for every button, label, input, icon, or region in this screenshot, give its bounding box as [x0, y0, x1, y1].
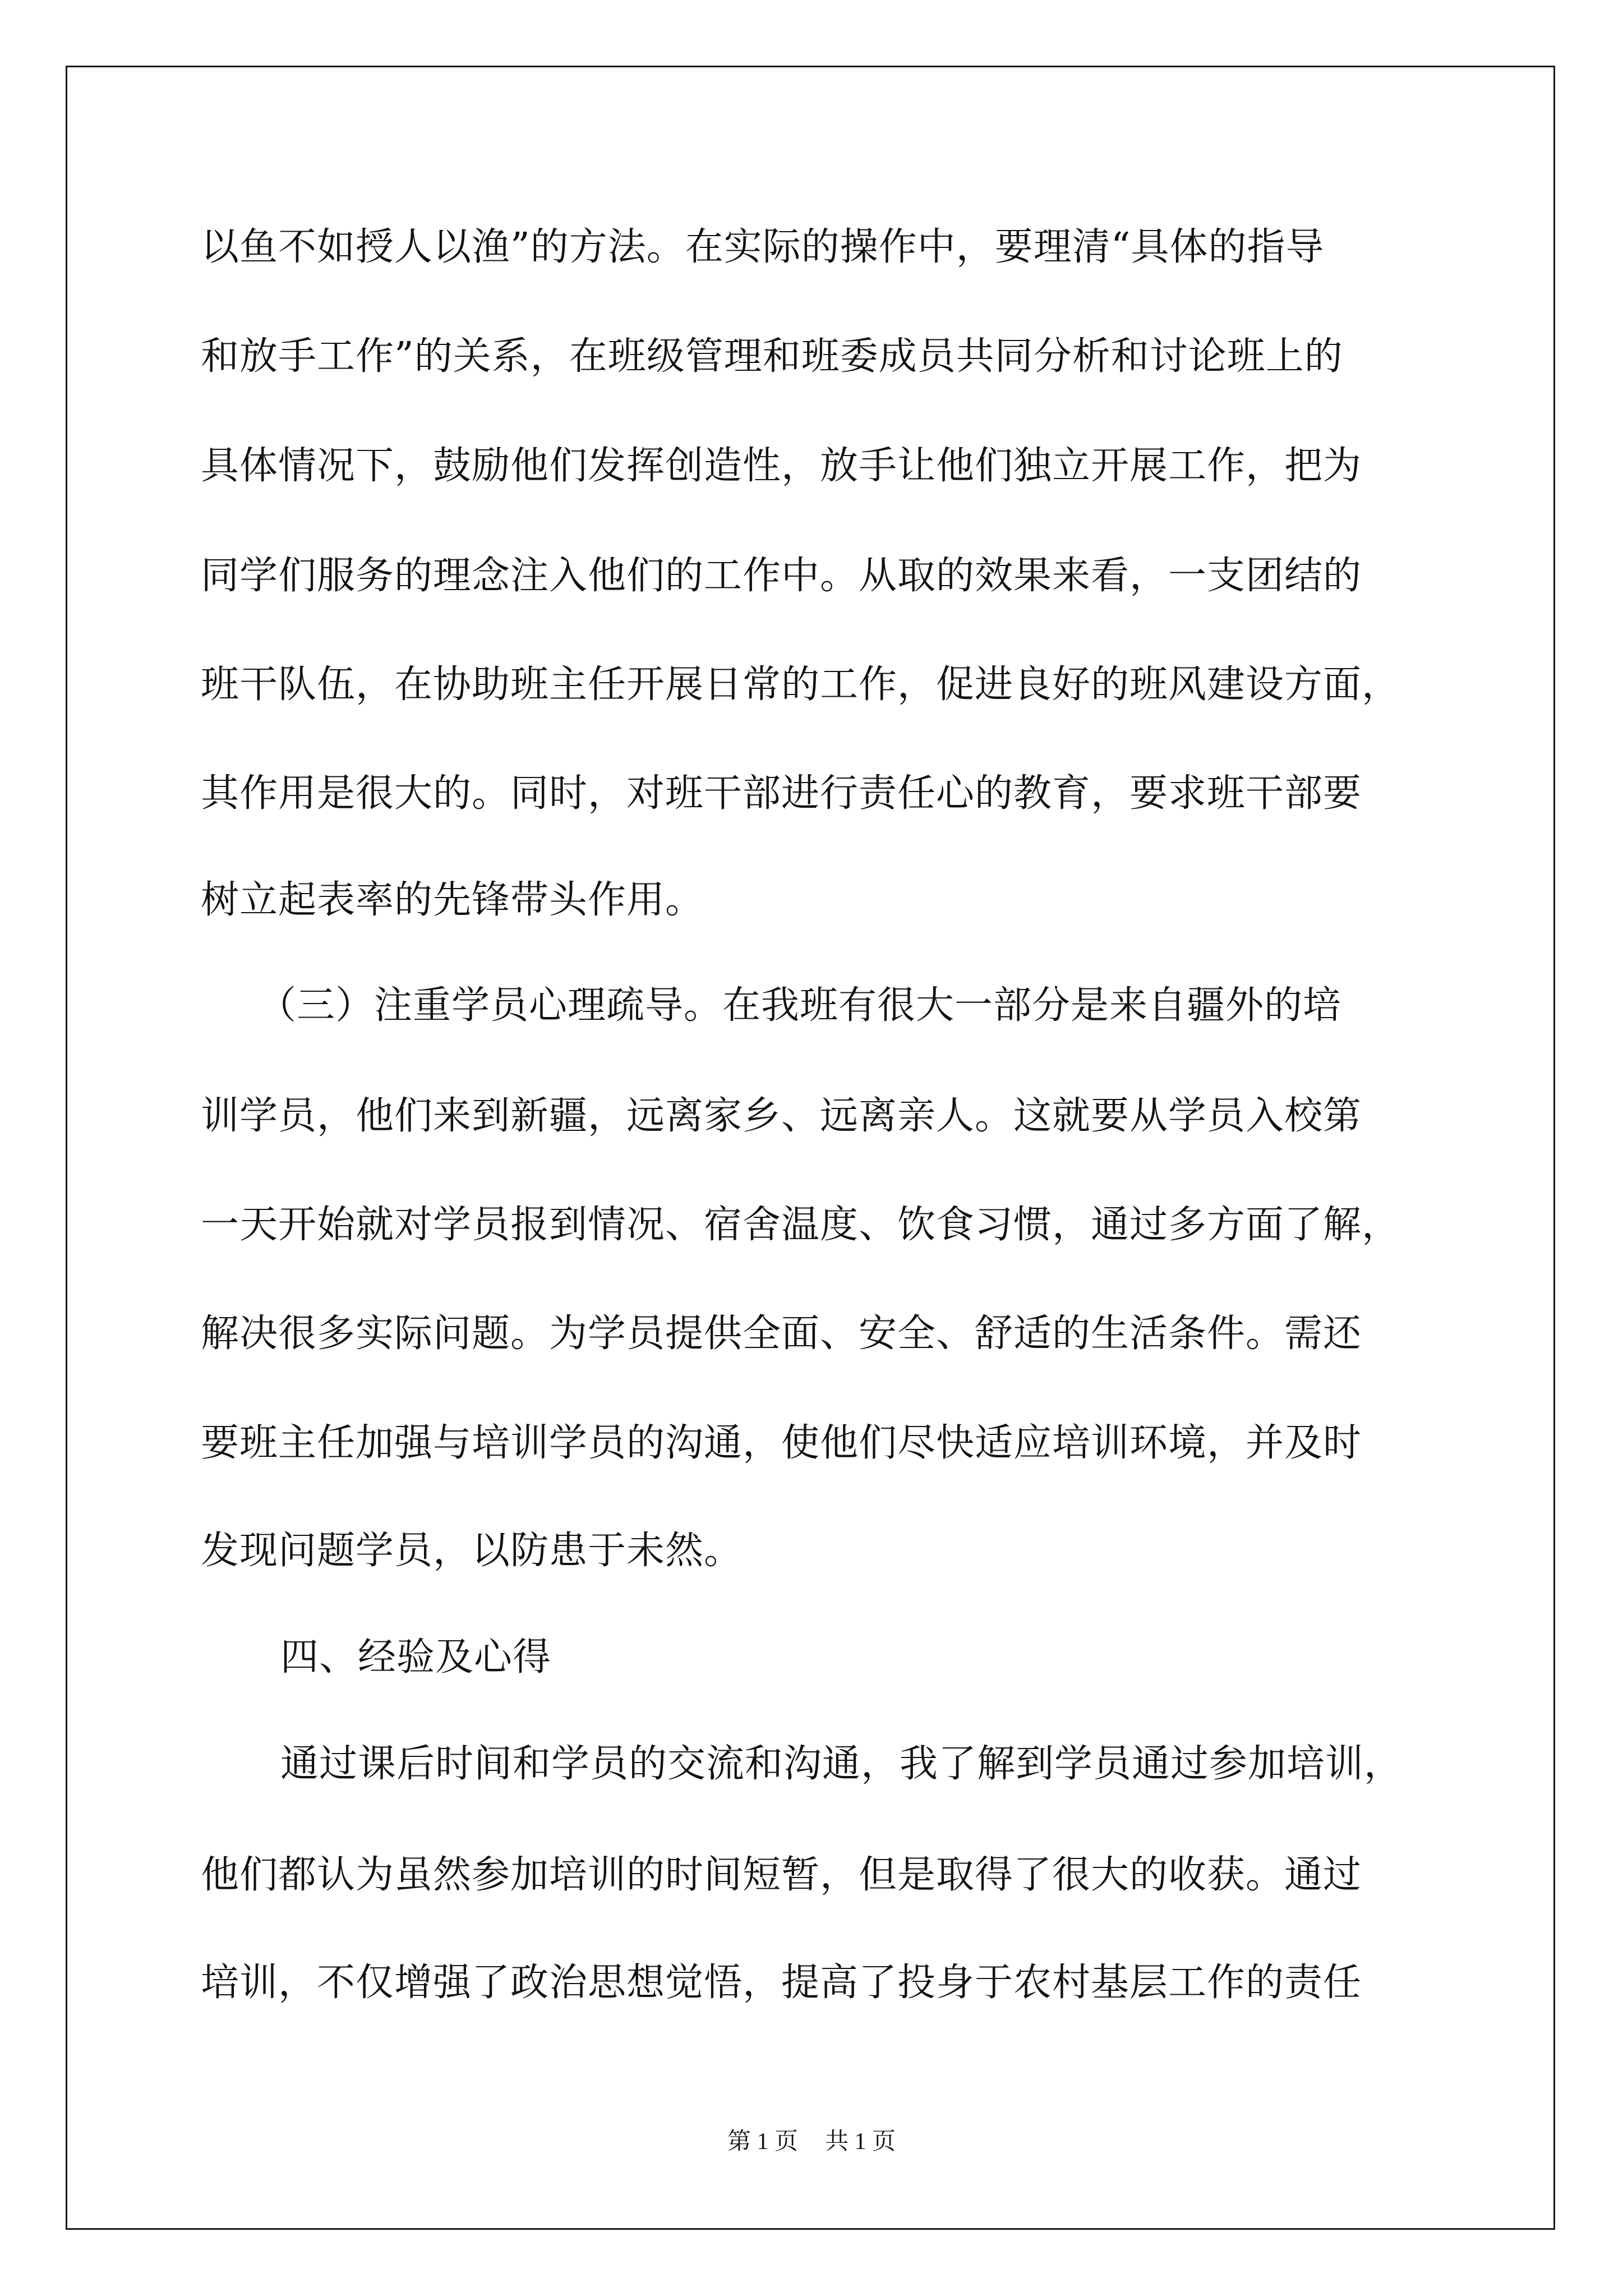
section-heading: （三）注重学员心理疏导。在我班有很大一部分是来自疆外的培	[258, 983, 1342, 1028]
text-line: 同学们服务的理念注入他们的工作中。从取的效果来看，一支团结的	[201, 554, 1362, 598]
page-total: 共 1 页	[825, 2129, 896, 2155]
text-line: 具体情况下，鼓励他们发挥创造性，放手让他们独立开展工作，把为	[201, 444, 1362, 488]
page-footer	[0, 2126, 1623, 2157]
text-line: 发现问题学员，以防患于未然。	[201, 1529, 743, 1573]
text-line: 训学员，他们来到新疆，远离家乡、远离亲人。这就要从学员入校第	[201, 1094, 1362, 1138]
section-heading: 四、经验及心得	[280, 1635, 552, 1680]
text-line: 和放手工作”的关系，在班级管理和班委成员共同分析和讨论班上的	[201, 334, 1343, 379]
text-line: 通过课后时间和学员的交流和沟通，我了解到学员通过参加培训，	[280, 1742, 1403, 1786]
text-line: 解决很多实际问题。为学员提供全面、安全、舒适的生活条件。需还	[201, 1312, 1362, 1356]
text-line: 树立起表率的先锋带头作用。	[201, 878, 704, 922]
text-line: 培训，不仅增强了政治思想觉悟，提高了投身于农村基层工作的责任	[201, 1961, 1362, 2005]
text-line: 以鱼不如授人以渔”的方法。在实际的操作中，要理清“具体的指导	[201, 225, 1325, 269]
page-border	[66, 66, 1555, 2230]
text-line: 他们都认为虽然参加培训的时间短暂，但是取得了很大的收获。通过	[201, 1853, 1362, 1897]
text-line: 其作用是很大的。同时，对班干部进行责任心的教育，要求班干部要	[201, 771, 1362, 816]
page-number: 第 1 页	[727, 2129, 798, 2155]
text-line: 班干队伍，在协助班主任开展日常的工作，促进良好的班风建设方面，	[201, 662, 1401, 707]
text-line: 要班主任加强与培训学员的沟通，使他们尽快适应培训环境，并及时	[201, 1421, 1362, 1465]
text-line: 一天开始就对学员报到情况、宿舍温度、饮食习惯，通过多方面了解，	[201, 1203, 1401, 1247]
